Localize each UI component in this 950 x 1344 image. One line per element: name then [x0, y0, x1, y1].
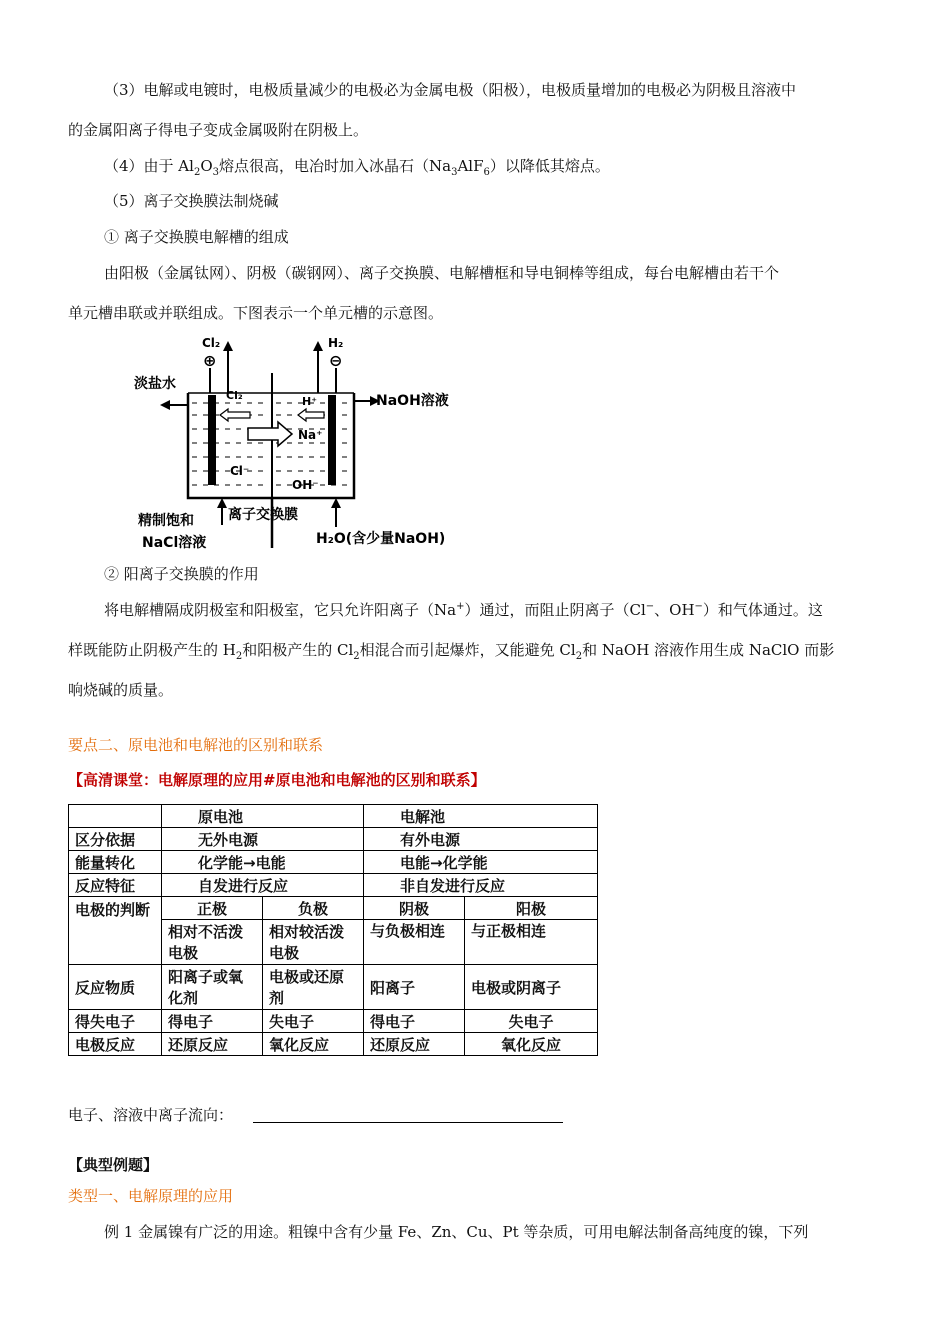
left-inlet-label-1: 精制饱和: [138, 513, 194, 529]
header-galvanic: 原电池: [162, 805, 364, 828]
header-electrolytic: 电解池: [364, 805, 598, 828]
subheading-2: ② 阳离子交换膜的作用: [104, 565, 259, 583]
table-row: [69, 851, 598, 874]
comparison-table: [68, 804, 598, 1056]
row-label: 区分依据: [69, 828, 162, 851]
section-heading-2: 要点二、原电池和电解池的区别和联系: [68, 736, 324, 754]
table-row: [69, 828, 598, 851]
membrane-label: 离子交换膜: [228, 507, 298, 523]
left-inlet-label-2: NaCl溶液: [142, 535, 207, 551]
row-label: 反应物质: [69, 965, 162, 1010]
row-label: 反应特征: [69, 874, 162, 897]
para-c2-line2: 样既能防止阴极产生的 $H_2$和阳极产生的 $Cl_2$相混合而引起爆炸，又能避免 $Cl_2$和 NaOH 溶液作用生成 NaClO 而影: [68, 641, 835, 662]
table-cell: 失电子: [263, 1010, 364, 1033]
para-3-line2: 的金属阳离子得电子变成金属吸附在阴极上。: [68, 121, 369, 139]
cl2-top-label: Cl₂: [202, 336, 221, 350]
para-c2-line1: 将电解槽隔成阴极室和阳极室，它只允许阳离子（Na+）通过，而阻止阴离子（Cl−、OH−）和气体通过。这: [104, 601, 823, 619]
table-row: [69, 965, 598, 1010]
h-plus-arrow: [298, 409, 324, 421]
table-cell: 失电子: [465, 1010, 598, 1033]
row-label: 得失电子: [69, 1010, 162, 1033]
cl2-arrow: [220, 409, 250, 421]
table-cell: 化学能→电能: [162, 851, 364, 874]
subheading-1: ① 离子交换膜电解槽的组成: [104, 228, 289, 246]
oh-minus-label: OH⁻: [292, 478, 319, 492]
table-cell: 电极或还原剂: [263, 965, 364, 1010]
table-cell: 负极: [263, 897, 364, 920]
table-cell: 阳离子或氧化剂: [162, 965, 263, 1010]
table-cell: 还原反应: [162, 1033, 263, 1056]
table-row: [69, 1033, 598, 1056]
row-label: 电极的判断: [69, 897, 162, 965]
table-cell: 电能→化学能: [364, 851, 598, 874]
right-outlet-label: NaOH溶液: [376, 393, 449, 409]
para-c1-line2: 单元槽串联或并联组成。下图表示一个单元槽的示意图。: [68, 304, 444, 322]
h2-top-label: H₂: [328, 336, 344, 350]
examples-heading: 【典型例题】: [68, 1156, 159, 1174]
table-cell: 氧化反应: [263, 1033, 364, 1056]
para-3-line1: （3）电解或电镀时，电极质量减少的电极必为金属电极（阳极），电极质量增加的电极必为阴极且溶液中: [104, 81, 797, 99]
table-cell: 阳极: [465, 897, 598, 920]
table-row: [69, 874, 598, 897]
table-cell: 阴极: [364, 897, 465, 920]
table-cell: 自发进行反应: [162, 874, 364, 897]
para-5: （5）离子交换膜法制烧碱: [104, 192, 279, 210]
table-cell: 无外电源: [162, 828, 364, 851]
type1-heading: 类型一、电解原理的应用: [68, 1187, 234, 1205]
para-4: （4）由于 $Al_2O_3$熔点很高，电冶时加入冰晶石$(Na_3AlF_6)$以降低其熔点。: [104, 157, 610, 178]
row-label: 电极反应: [69, 1033, 162, 1056]
answer-blank-line[interactable]: [253, 1122, 563, 1123]
h-plus-label: H⁺: [302, 395, 318, 408]
cathode-minus-icon: ⊖: [329, 351, 343, 370]
table-cell: 还原反应: [364, 1033, 465, 1056]
para-c1-line1: 由阳极（金属钛网）、阴极（碳钢网）、离子交换膜、电解槽框和导电铜棒等组成，每台电解槽由若干个: [104, 264, 780, 282]
electrolysis-cell-diagram: [130, 333, 480, 555]
table-cell: 相对不活泼电极: [162, 920, 263, 965]
table-row: [69, 897, 598, 920]
table-cell: 得电子: [364, 1010, 465, 1033]
table-cell: 相对较活泼电极: [263, 920, 364, 965]
para-c2-line3: 响烧碱的质量。: [68, 681, 174, 699]
right-inlet-label: H₂O(含少量NaOH): [316, 531, 446, 547]
table-cell: 阳离子: [364, 965, 465, 1010]
anode-plus-icon: ⊕: [203, 351, 217, 370]
table-cell: 得电子: [162, 1010, 263, 1033]
example1-text: 例 1 金属镍有广泛的用途。粗镍中含有少量 Fe、Zn、Cu、Pt 等杂质，可用电解法制备高纯度的镍，下列: [104, 1223, 809, 1241]
na-plus-label: Na⁺: [298, 428, 323, 442]
table-cell: 与负极相连: [364, 920, 465, 965]
table-cell: 电极或阴离子: [465, 965, 598, 1010]
left-outlet-label: 淡盐水: [134, 376, 176, 392]
na-plus-arrow: [248, 422, 292, 446]
table-cell: 氧化反应: [465, 1033, 598, 1056]
cl2-inner-label: Cl₂: [226, 389, 243, 402]
table-cell: 正极: [162, 897, 263, 920]
hd-class-link[interactable]: 【高清课堂：电解原理的应用#原电池和电解池的区别和联系】: [68, 771, 486, 789]
table-cell: 非自发进行反应: [364, 874, 598, 897]
table-cell: 有外电源: [364, 828, 598, 851]
row-label: 能量转化: [69, 851, 162, 874]
flow-direction-label: 电子、溶液中离子流向：: [68, 1106, 234, 1124]
table-row: [69, 1010, 598, 1033]
table-cell: 与正极相连: [465, 920, 598, 965]
cl-minus-label: Cl⁻: [230, 464, 250, 478]
table-row: [69, 805, 598, 828]
